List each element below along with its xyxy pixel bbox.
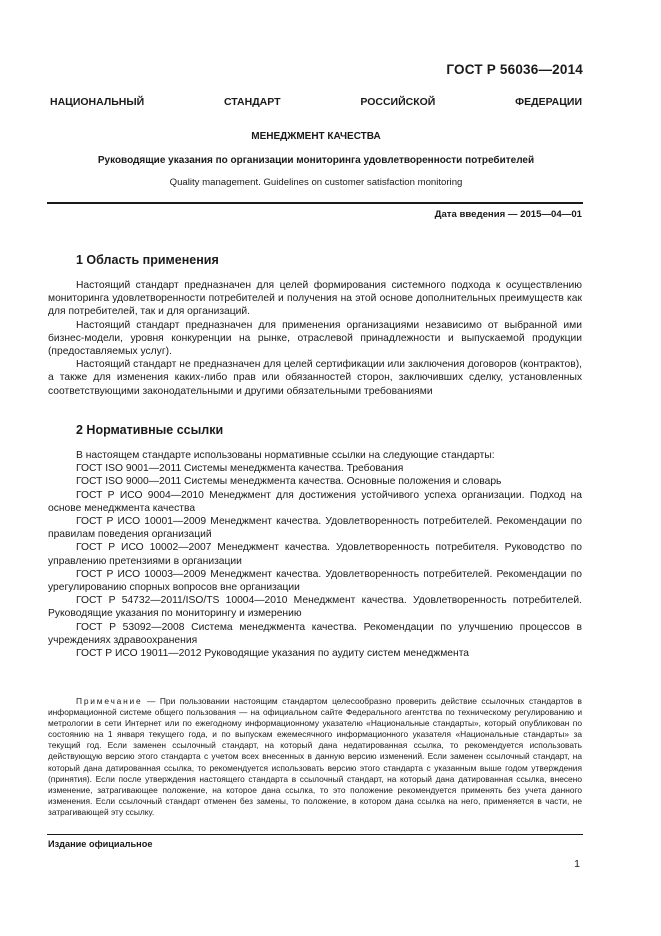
note-label: Примечание (76, 696, 143, 706)
document-subtitle: Руководящие указания по организации мониторинга удовлетворенности потребителей (97, 155, 535, 166)
section-2-heading: 2 Нормативные ссылки (76, 423, 224, 437)
section-2-intro: В настоящем стандарте использованы нормативные ссылки на следующие стандарты: (76, 450, 495, 461)
reference-item: ГОСТ ISO 9001—2011 Системы менеджмента качества. Требования (76, 463, 404, 475)
page-number: 1 (574, 858, 580, 870)
note-block (48, 696, 582, 818)
reference-item: ГОСТ Р ИСО 10003—2009 Менеджмент качества. Удовлетворенность потребителей. Рекомендации по урегулированию спорных вопросов вне организации (48, 568, 582, 594)
section-1-paragraph: Настоящий стандарт предназначен для применения организациями независимо от выбранной ими бизнес-модели, уровня конкуренции на рынке, отраслевой принадлежности и выпускаемой продукции (предоставляемых услуг). (48, 319, 582, 358)
introduction-date: Дата введения — 2015—04—01 (434, 209, 582, 220)
footer-divider (47, 834, 583, 835)
reference-item: ГОСТ Р ИСО 10002—2007 Менеджмент качества. Удовлетворенность потребителя. Руководство по управлению претензиями в организации (48, 542, 582, 567)
section-1-paragraph: Настоящий стандарт не предназначен для целей сертификации или заключения договоров (контрактов), а также для изменения каких-либо прав или обязанностей сторон, заключивших сделку, установленных соответствующими законодательными и другими обязательными требованиями (48, 359, 582, 397)
reference-item: ГОСТ Р ИСО 10001—2009 Менеджмент качества. Удовлетворенность потребителей. Рекомендации по правилам поведения организаций (48, 516, 582, 541)
section-1-paragraph: Настоящий стандарт предназначен для целей формирования системного подхода к осуществлению мониторинга удовлетворенности потребителей и получения на этой основе дополнительных преимуществ как для потребителей, так и для организаций. (48, 280, 582, 318)
document-title: МЕНЕДЖМЕНТ КАЧЕСТВА (251, 131, 381, 142)
document-english-title: Quality management. Guidelines on customer satisfaction monitoring (169, 177, 463, 188)
note-text: — При пользовании настоящим стандартом целесообразно проверить действие ссылочных стандартов в информационной системе общего пользования — на официальном сайте Федерального агентства по техническому регулированию и метрологии в сети Интернет или по ежегодному информационному указателю «Национальные стандарты», который опубликован по состоянию на 1 января текущего года, и по выпускам ежемесячного информационного указателя «Национальные стандарты» за текущий год. Если заменен ссылочный стандарт, на который дана недатированная ссылка, то рекомендуется использовать действующую версию этого стандарта с учетом всех внесенных в данную версию изменений. Если заменен ссылочный стандарт, на который дана датированная ссылка, то рекомендуется использовать версию этого стандарта с указанным выше годом утверждения (принятия). Если после утверждения настоящего стандарта в ссылочный стандарт, на который дана датированная ссылка, внесено изменение, затрагивающее положение, на которое дана ссылка, то это положение рекомендуется применять без учета данного изменения. Если ссылочный стандарт отменен без замены, то положение, в котором дана ссылка на него, применяется в части, не затрагивающей эту ссылку. (48, 696, 582, 817)
section-1-body (48, 279, 582, 398)
section-1-heading: 1 Область применения (76, 253, 219, 267)
document-code: ГОСТ Р 56036—2014 (446, 62, 583, 77)
national-standard-banner: НАЦИОНАЛЬНЫЙ СТАНДАРТ РОССИЙСКОЙ ФЕДЕРАЦИИ (50, 96, 582, 108)
section-2-body (48, 449, 582, 660)
reference-item: ГОСТ ISO 9000—2011 Системы менеджмента качества. Основные положения и словарь (76, 476, 502, 488)
reference-item: ГОСТ Р 53092—2008 Система менеджмента качества. Рекомендации по улучшению процессов в учреждениях здравоохранения (48, 621, 582, 646)
note-paragraph (48, 696, 582, 818)
official-edition-label: Издание официальное (48, 839, 153, 849)
reference-item: ГОСТ Р ИСО 19011—2012 Руководящие указания по аудиту систем менеджмента (76, 648, 470, 660)
reference-item: ГОСТ Р ИСО 9004—2010 Менеджмент для достижения устойчивого успеха организации. Подход на основе менеджмента качества (48, 489, 582, 514)
title-divider (47, 202, 583, 204)
reference-item: ГОСТ Р 54732—2011/ISO/TS 10004—2010 Менеджмент качества. Удовлетворенность потребителей. Руководящие указания по мониторингу и измерению (48, 595, 582, 620)
